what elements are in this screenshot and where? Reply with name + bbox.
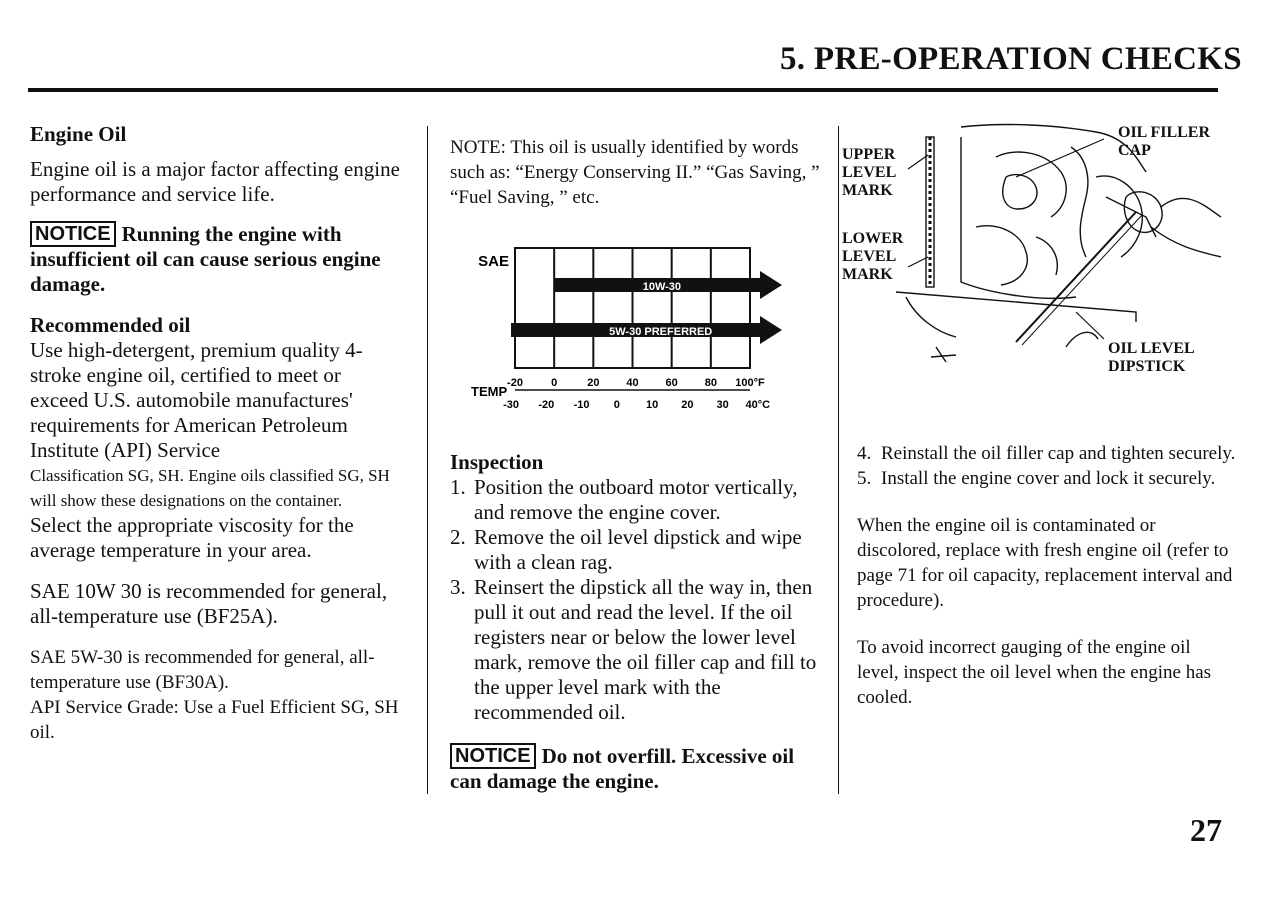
list-item: 3. Reinsert the dipstick all the way in, then pull it out and read the level. If the oil registers near or below the lower level mark, remove the oil filler cap and fill to the upper level mark with the recommended oil. bbox=[450, 575, 817, 724]
api-service-grade: API Service Grade: Use a Fuel Efficient SG, SH oil. bbox=[30, 697, 399, 743]
note-text: NOTE: This oil is usually identified by words such as: “Energy Conserving II.” “Gas Saving, ” “Fuel Saving, ” etc. bbox=[450, 137, 820, 208]
list-item: 1. Position the outboard motor vertically, and remove the engine cover. bbox=[450, 475, 798, 524]
oil-level-dipstick-label: OIL LEVEL DIPSTICK bbox=[1108, 340, 1195, 375]
list-item: 4. Reinstall the oil filler cap and tighten securely. bbox=[857, 443, 1236, 464]
notice-badge: NOTICE bbox=[30, 221, 116, 247]
lower-level-mark-label: LOWER LEVEL MARK bbox=[842, 230, 904, 283]
tick-label-c: -20 bbox=[538, 399, 555, 411]
page-number: 27 bbox=[1190, 812, 1222, 848]
notice-overfill bbox=[450, 743, 825, 794]
tick-label-c: -30 bbox=[503, 399, 520, 411]
tick-label-c: 0 bbox=[613, 399, 620, 411]
sae-10w30-text: SAE 10W 30 is recommended for general, all-temperature use (BF25A). bbox=[30, 579, 388, 628]
x-axis-label: TEMP bbox=[471, 384, 508, 399]
y-axis-label: SAE bbox=[478, 253, 509, 270]
inspection-heading: Inspection bbox=[450, 450, 544, 474]
upper-level-mark-label: UPPER LEVEL MARK bbox=[842, 146, 897, 199]
sae-5w30-text: SAE 5W-30 is recommended for general, all-temperature use (BF30A). bbox=[30, 647, 375, 693]
tick-label-f: 40 bbox=[626, 377, 639, 389]
engine-oil-heading: Engine Oil bbox=[30, 122, 127, 146]
notice-badge: NOTICE bbox=[450, 743, 536, 769]
viscosity-chart bbox=[455, 240, 795, 430]
notice-text: Running the engine with insufficient oil can cause serious engine damage. bbox=[30, 222, 381, 296]
reinstall-steps bbox=[857, 441, 1237, 491]
recommended-oil-text: Use high-detergent, premium quality 4-stroke engine oil, certified to meet or exceed U.S. automobile manufactures' requirements for American Petroleum Institute (API) Service bbox=[30, 338, 363, 462]
column-engine-oil bbox=[30, 122, 402, 745]
section-title: 5. PRE-OPERATION CHECKS bbox=[780, 41, 1242, 77]
list-item: 2. Remove the oil level dipstick and wipe with a clean rag. bbox=[450, 525, 802, 574]
tick-label-c: 30 bbox=[716, 399, 729, 411]
contaminated-oil-text: When the engine oil is contaminated or discolored, replace with fresh engine oil (refer to page 71 for oil capacity, replacement interval and procedure). bbox=[857, 515, 1233, 611]
list-item: 5. Install the engine cover and lock it securely. bbox=[857, 468, 1216, 489]
tick-label-f: 0 bbox=[551, 377, 558, 389]
tick-label-f: 60 bbox=[665, 377, 678, 389]
tick-label-c: -10 bbox=[573, 399, 590, 411]
tick-label-f: 100°F bbox=[735, 377, 765, 389]
column-divider-left bbox=[427, 126, 428, 794]
notice-insufficient-oil bbox=[30, 221, 402, 297]
recommended-oil-heading: Recommended oil bbox=[30, 313, 191, 337]
tick-label-f: 20 bbox=[587, 377, 600, 389]
tick-label-f: -20 bbox=[507, 377, 523, 389]
header-rule bbox=[28, 88, 1218, 92]
oil-filler-cap-label: OIL FILLER CAP bbox=[1118, 124, 1211, 159]
inspection-steps bbox=[450, 475, 825, 725]
recommended-oil-classification: Classification SG, SH. Engine oils classified SG, SH will show these designations on the container. bbox=[30, 466, 390, 510]
inspection-section bbox=[450, 450, 825, 794]
notice-text: Do not overfill. Excessive oil can damage the engine. bbox=[450, 744, 795, 793]
column-reinstall bbox=[857, 441, 1237, 710]
select-viscosity-text: Select the appropriate viscosity for the average temperature in your area. bbox=[30, 513, 354, 562]
series-label: 10W-30 bbox=[642, 281, 682, 293]
series-arrow bbox=[760, 316, 782, 344]
engine-oil-intro: Engine oil is a major factor affecting engine performance and service life. bbox=[30, 157, 400, 206]
avoid-incorrect-gauging-text: To avoid incorrect gauging of the engine oil level, inspect the oil level when the engine has cooled. bbox=[857, 637, 1212, 708]
tick-label-c: 40°C bbox=[745, 399, 771, 411]
column-inspection bbox=[450, 135, 825, 210]
tick-label-c: 10 bbox=[645, 399, 659, 411]
tick-label-f: 80 bbox=[704, 377, 717, 389]
series-arrow bbox=[760, 271, 782, 299]
tick-label-c: 20 bbox=[681, 399, 694, 411]
series-label: 5W-30 PREFERRED bbox=[609, 326, 713, 338]
